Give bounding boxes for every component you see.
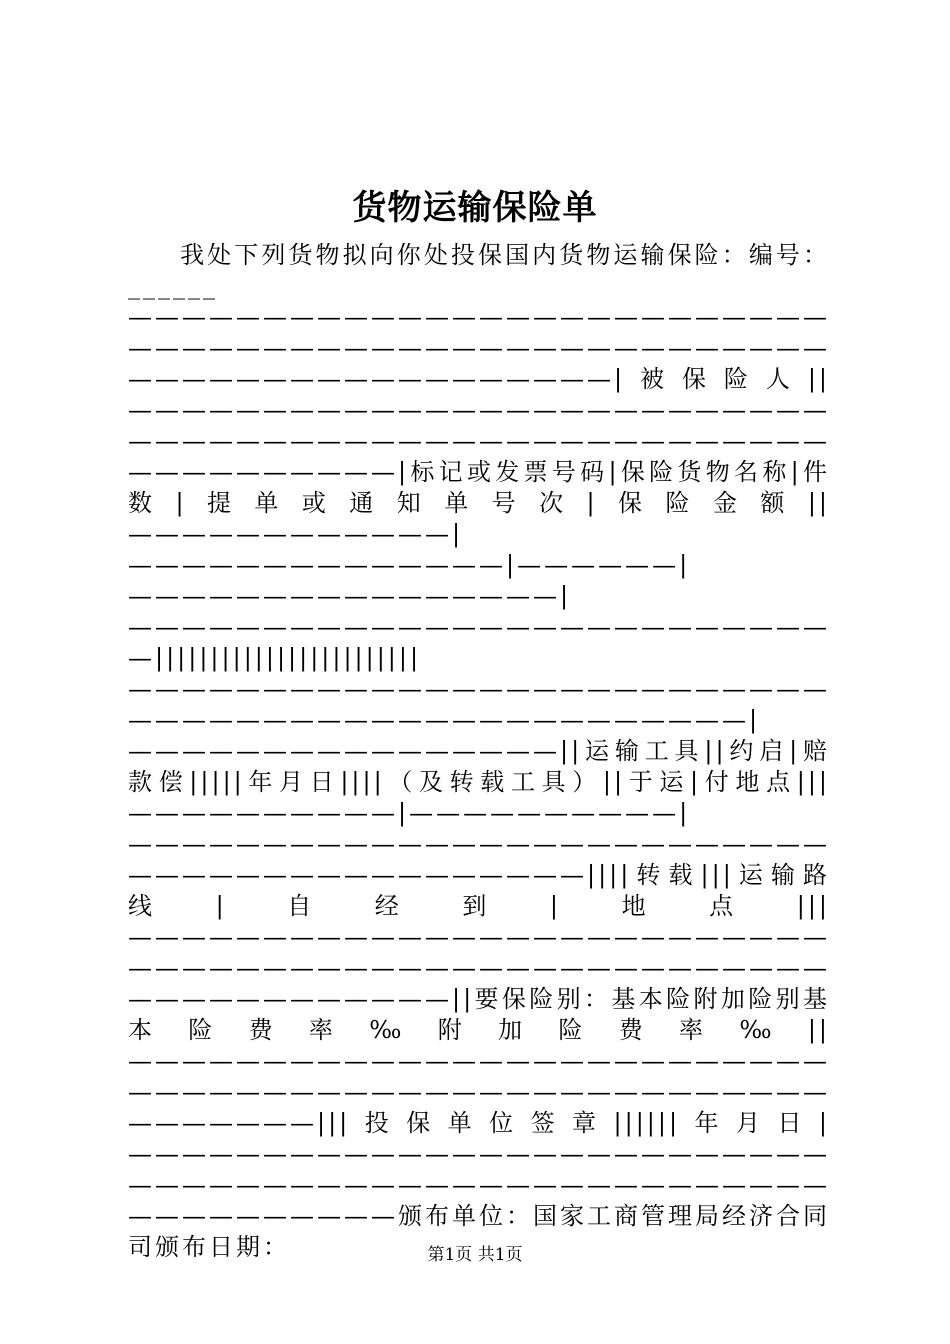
document-body — [128, 240, 830, 1263]
document-body-text: 我处下列货物拟向你处投保国内货物运输保险：编号：______——————————————————————————————————————————————————————————————————————|被保险人||——————————————————————————————————————————————————————————————|标记或发票号码|保险货物名称|件数|提单或通知单号次|保险金额||————————————|——————————————|——————|————————————————|———————————————————————————||||||||||||||||||||||||—————————————————————————————————————————————————|————————————————||运输工具||约启|赔款偿|||||年月日||||（及转载工具）||于运|付地点|||——————————|——————————|———————————————————————————————————————————||||转载|||运输路线|自经到|地点|||————————————————————————————————————————————————————————————————||要保险别：基本险附加险别基本险费率‰附加险费率‰||———————————————————————————————————————————————————————————|||投保单位签章||||||年月日|——————————————————————————————————————————————————————————————颁布单位：国家工商管理局经济合同司颁布日期： — [128, 241, 830, 1261]
page-footer: 第1页 共1页 — [427, 1245, 523, 1265]
document-title: 货物运输保险单 — [352, 188, 598, 228]
